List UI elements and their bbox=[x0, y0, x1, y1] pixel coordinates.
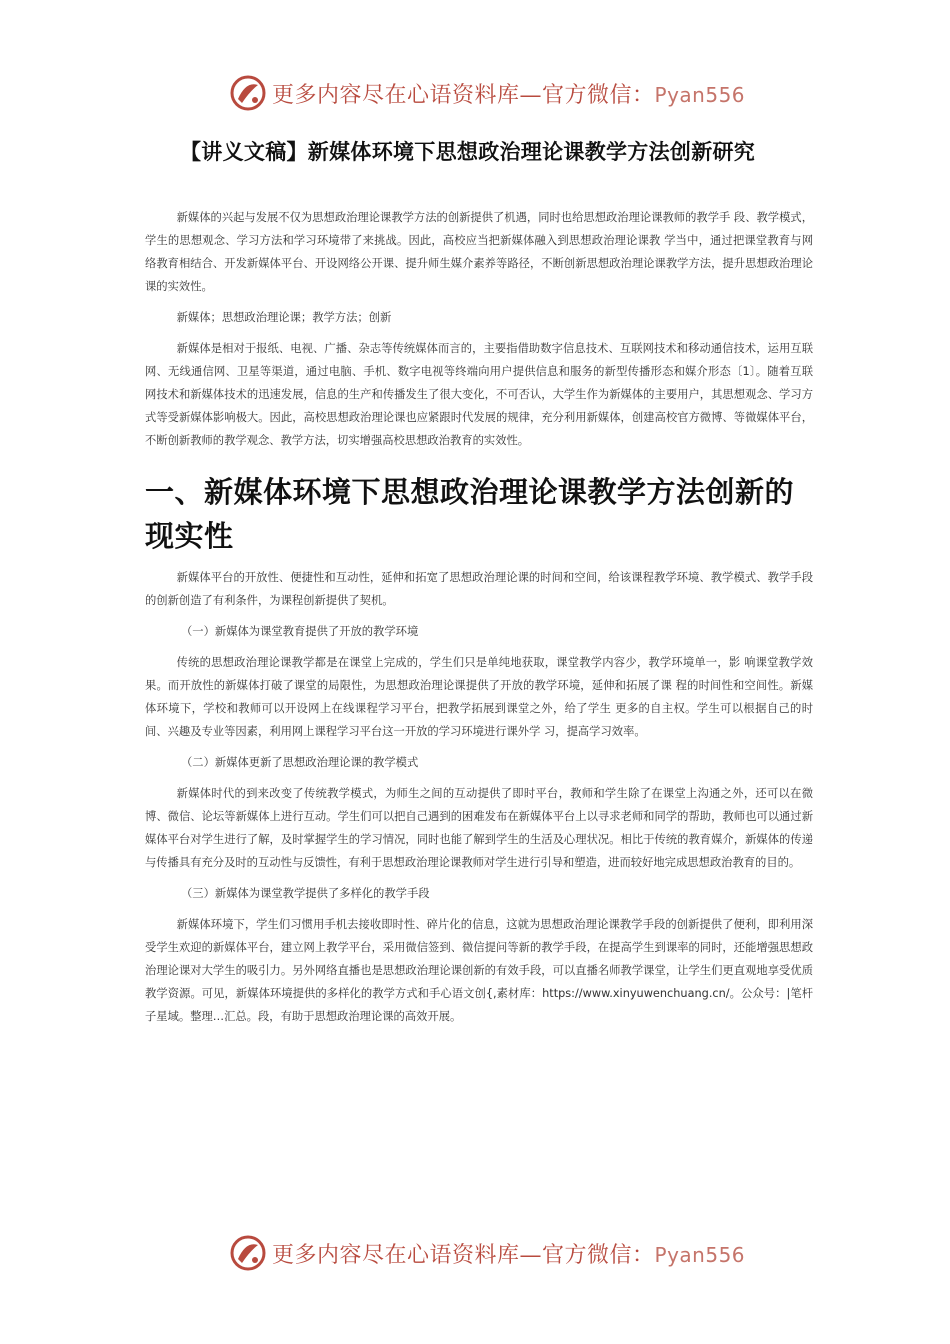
wechat-id: Pyan556 bbox=[654, 82, 746, 107]
header-banner bbox=[0, 68, 950, 118]
subsection-body-3: 新媒体环境下，学生们习惯用手机去接收即时性、碎片化的信息，这就为思想政治理论课教学手段的创新提供了便利，即利用深受学生欢迎的新媒体平台，建立网上教学平台，采用微信签到、微信提问等新的教学手段，在提高学生到课率的同时，还能增强思想政治理论课对大学生的吸引力。另外网络直播也是思想政治理论课创新的有效手段，可以直播名师教学课堂，让学生们更直观地享受优质教学资源。可见，新媒体环境提供的多样化的教学方式和手心语文创{,素材库：https://www.xinyuwenchuang.cn/。公众号：|笔杆子星域。整理…汇总。段，有助于思想政治理论课的高效开展。 bbox=[145, 918, 813, 1023]
section-lead-paragraph: 新媒体平台的开放性、便捷性和互动性，延伸和拓宽了思想政治理论课的时间和空间，给该课程教学环境、教学模式、教学手段的创新创造了有利条件，为课程创新提供了契机。 bbox=[145, 571, 813, 607]
wechat-id: Pyan556 bbox=[654, 1242, 746, 1267]
subsection-title-1: （一）新媒体为课堂教育提供了开放的教学环境 bbox=[181, 625, 419, 638]
keywords-line: 新媒体；思想政治理论课；教学方法；创新 bbox=[176, 311, 392, 324]
document-body bbox=[145, 206, 813, 1036]
intro-paragraph: 新媒体是相对于报纸、电视、广播、杂志等传统媒体而言的，主要指借助数字信息技术、互联网技术和移动通信技术，运用互联网、无线通信网、卫星等渠道，通过电脑、手机、数字电视等终端向用户提供信息和服务的新型传播形态和媒介形态〔1〕。随着互联网技术和新媒体技术的迅速发展，信息的生产和传播发生了很大变化，不可否认，大学生作为新媒体的主要用户，其思想观念、学习方式等受新媒体影响极大。因此，高校思想政治理论课也应紧跟时代发展的规律，充分利用新媒体，创建高校官方微博、等微媒体平台，不断创新教师的教学观念、教学方法，切实增强高校思想政治教育的实效性。 bbox=[145, 342, 813, 447]
banner-text bbox=[272, 1238, 745, 1269]
banner-slogan: 更多内容尽在心语资料库—官方微信： bbox=[272, 82, 655, 108]
banner-slogan: 更多内容尽在心语资料库—官方微信： bbox=[272, 1242, 655, 1268]
subsection-title-2: （二）新媒体更新了思想政治理论课的教学模式 bbox=[181, 756, 419, 769]
section-heading: 一、新媒体环境下思想政治理论课教学方法创新的现实性 bbox=[145, 475, 795, 553]
subsection-body-2: 新媒体时代的到来改变了传统教学模式，为师生之间的互动提供了即时平台，教师和学生除了在课堂上沟通之外，还可以在微博、微信、论坛等新媒体上进行互动。学生们可以把自己遇到的困难发布在新媒体平台上以寻求老师和同学的帮助，教师也可以通过新媒体平台对学生进行了解，及时掌握学生的学习情况，同时也能了解到学生的生活及心理状况。相比于传统的教育媒介，新媒体的传递与传播具有充分及时的互动性与反馈性，有利于思想政治理论课教师对学生进行引导和塑造，进而较好地完成思想政治教育的目的。 bbox=[145, 787, 813, 869]
subsection-body-1: 传统的思想政治理论课教学都是在课堂上完成的，学生们只是单纯地获取，课堂教学内容少，教学环境单一，影 响课堂教学效果。而开放性的新媒体打破了课堂的局限性，为思想政治理论课提供了开放的教学环境，延伸和拓展了课 程的时间性和空间性。新媒体环境下，学校和教师可以开设网上在线课程学习平台，把教学拓展到课堂之外，给了学生 更多的自主权。学生可以根据自己的时间、兴趣及专业等因素，利用网上课程学习平台这一开放的学习环境进行课外学 习，提高学习效率。 bbox=[145, 656, 813, 738]
abstract-paragraph: 新媒体的兴起与发展不仅为思想政治理论课教学方法的创新提供了机遇，同时也给思想政治理论课教师的教学手 段、教学模式，学生的思想观念、学习方法和学习环境带了来挑战。因此，高校应当把新媒体融入到思想政治理论课教 学当中，通过把课堂教育与网络教育相结合、开发新媒体平台、开设网络公开课、提升师生媒介素养等路径，不断创新思想政治理论课教学方法，提升思想政治理论课的实效性。 bbox=[145, 211, 813, 293]
brand-logo-icon bbox=[228, 73, 268, 113]
brand-logo-icon bbox=[228, 1233, 268, 1273]
banner-text bbox=[272, 78, 745, 109]
document-title: 【讲义文稿】新媒体环境下思想政治理论课教学方法创新研究 bbox=[180, 140, 756, 164]
footer-banner bbox=[0, 1228, 950, 1278]
subsection-title-3: （三）新媒体为课堂教学提供了多样化的教学手段 bbox=[181, 887, 430, 900]
